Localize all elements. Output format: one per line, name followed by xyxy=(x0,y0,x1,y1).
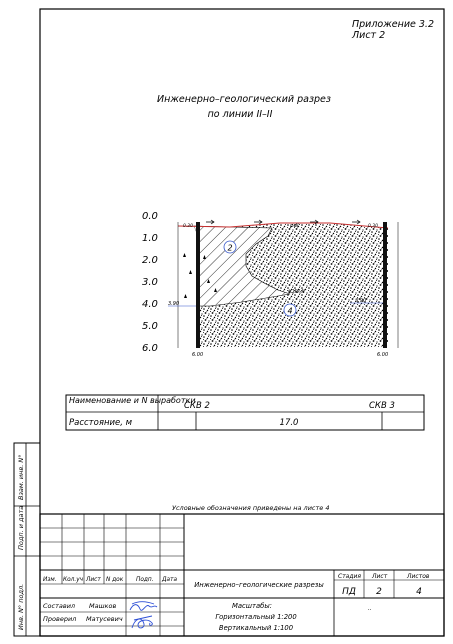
svg-text:5.0: 5.0 xyxy=(142,321,158,332)
table-distance: 17.0 xyxy=(279,418,299,428)
scale-horizontal: Горизонтальный 1:200 xyxy=(215,613,297,621)
bottom-mark-left: 6.00 xyxy=(192,352,204,358)
title-block xyxy=(40,514,444,636)
role-composed: Составил xyxy=(43,602,76,610)
table-row1-label: Наименование и N выработки xyxy=(69,396,196,405)
water-level-right: 3.90 xyxy=(355,298,367,304)
sheet-label: Лист 2 xyxy=(352,30,386,41)
stamp-replace-inv: Взам. инв. N° xyxy=(17,454,25,500)
signature-1 xyxy=(130,602,157,611)
bottom-mark-right: 6.00 xyxy=(377,352,389,358)
surface-mark-right: 0.30 xyxy=(368,224,379,229)
col-header-sign: Подп. xyxy=(136,577,154,583)
borehole-left xyxy=(196,222,200,348)
sheet-col-label: Лист xyxy=(372,573,388,580)
stamp-sign-date: Подп. и дата xyxy=(17,505,25,550)
stage-value: ПД xyxy=(342,587,356,597)
sheets-col-label: Листов xyxy=(407,573,430,580)
scale-vertical: Вертикальный 1:100 xyxy=(218,624,294,632)
name-composed: Машков xyxy=(89,602,117,610)
sheets-total: 4 xyxy=(416,587,422,597)
stamp-inv-original: Инв. N° подл. xyxy=(17,583,25,630)
geological-section xyxy=(168,220,398,358)
depth-scale xyxy=(142,211,158,354)
legend-note: Условные обозначения приведены на листе 4 xyxy=(172,504,330,512)
layer-label-pd1: pdI xyxy=(290,223,299,229)
col-header-kol: Кол.уч xyxy=(63,577,84,583)
surface-mark-left: 0.30 xyxy=(183,224,194,229)
svg-text:6.0: 6.0 xyxy=(142,343,158,354)
org-dots: .. xyxy=(368,605,372,612)
table-row2-label: Расстояние, м xyxy=(69,418,133,428)
appendix-label: Приложение 3.2 xyxy=(352,19,434,30)
water-level-left: 3.90 xyxy=(168,301,180,307)
sheet-number: 2 xyxy=(376,587,382,597)
col-header-izm: Изм. xyxy=(43,577,57,583)
borehole-right xyxy=(383,222,387,348)
svg-text:2.0: 2.0 xyxy=(142,255,158,266)
col-header-list: Лист xyxy=(86,577,101,583)
layer-number-2: 2 xyxy=(227,243,233,253)
layer-number-4: 4 xyxy=(287,306,293,316)
role-checked: Проверил xyxy=(43,615,77,623)
drawing-title: Инженерно–геологический разрез xyxy=(157,94,331,105)
col-header-doc: N док xyxy=(106,577,124,583)
name-checked: Матусевич xyxy=(86,615,123,623)
table-borehole-left: СКВ 2 xyxy=(184,401,210,411)
borehole-table xyxy=(66,395,424,430)
drawing-subtitle: по линии II–II xyxy=(207,109,273,120)
svg-text:3.0: 3.0 xyxy=(142,277,158,288)
stage-label: Стадия xyxy=(338,573,362,580)
col-header-date: Дата xyxy=(162,577,178,583)
svg-text:4.0: 4.0 xyxy=(142,299,158,310)
scales-title: Масштабы: xyxy=(232,602,272,610)
table-borehole-right: СКВ 3 xyxy=(369,401,395,411)
svg-text:1.0: 1.0 xyxy=(142,233,158,244)
layer-label-tq2: tQIV-II xyxy=(288,289,305,295)
doc-title: Инженерно–геологические разрезы xyxy=(194,581,324,589)
svg-text:0.0: 0.0 xyxy=(142,211,158,222)
